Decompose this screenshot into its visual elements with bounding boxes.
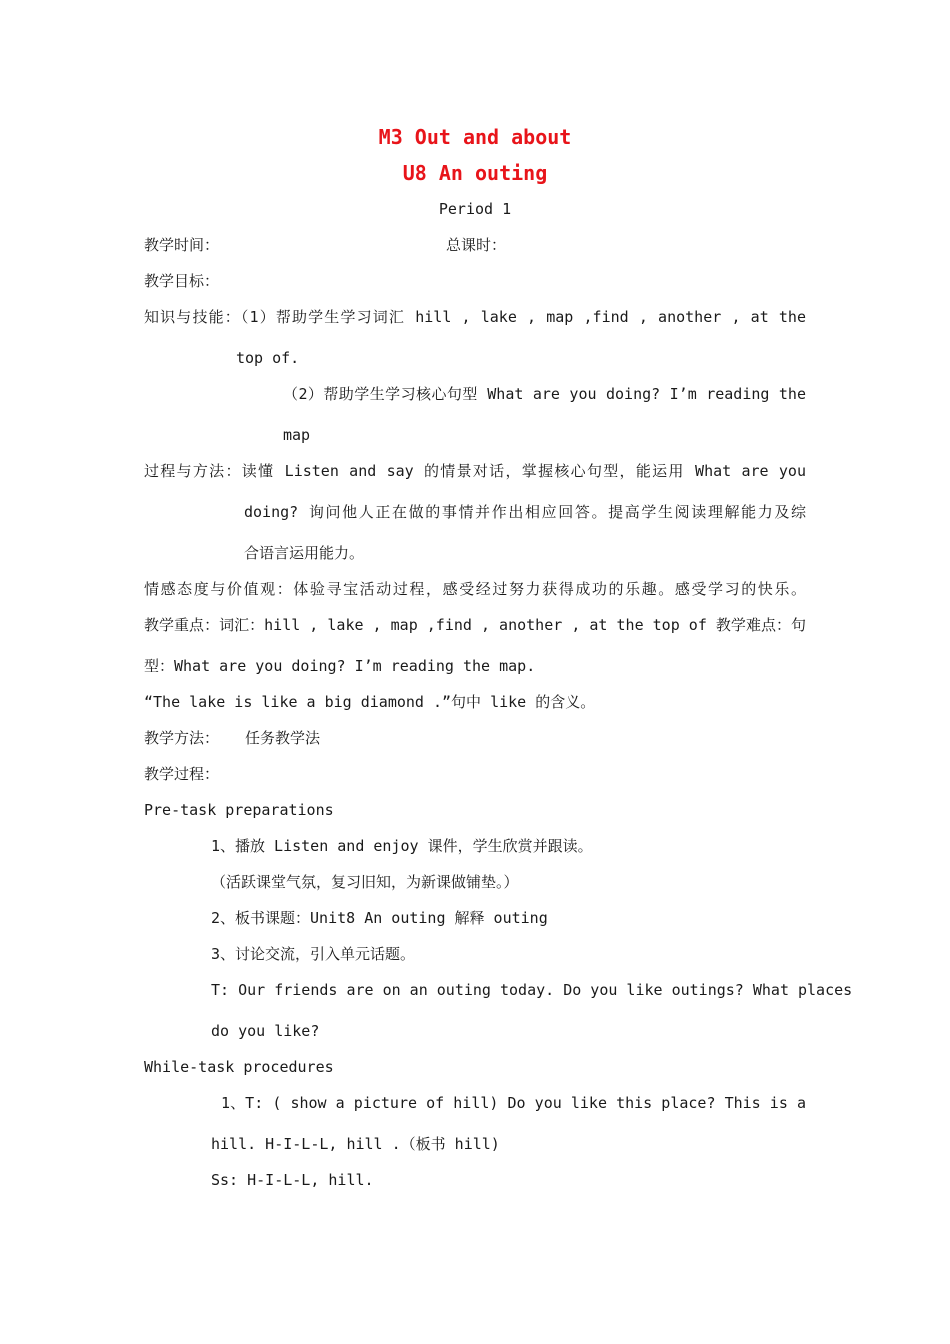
key-points-line-3: “The lake is like a big diamond .”句中 like 的含义。 [144,693,596,711]
teacher-line-2: do you like? [211,1022,320,1040]
teaching-time-label: 教学时间： [144,236,220,254]
knowledge-skills-line-3: （2）帮助学生学习核心句型 What are you doing? I’m reading the [283,385,806,403]
module-title: M3 Out and about [378,125,572,149]
unit-title: U8 An outing [402,161,548,185]
while-task-step-1-line-2: hill. H-I-L-L, hill .（板书 hill) [211,1135,500,1153]
teaching-method-value: 任务教学法 [245,729,321,747]
pre-task-step-1: 1、播放 Listen and enjoy 课件，学生欣赏并跟读。 [211,837,593,855]
key-points-line-2: 型：What are you doing? I’m reading the map. [144,657,536,675]
while-task-heading: While-task procedures [144,1058,334,1076]
objectives-label: 教学目标： [144,272,220,290]
knowledge-skills-line-2: top of. [236,349,300,367]
knowledge-skills-line-1: 知识与技能：（1）帮助学生学习词汇 hill , lake , map ,find , another , at the [144,308,806,326]
process-method-line-1: 过程与方法：读懂 Listen and say 的情景对话，掌握核心句型，能运用 What are you [144,462,806,480]
pre-task-step-2: 2、板书课题：Unit8 An outing 解释 outing [211,909,548,927]
pre-task-step-1-note: （活跃课堂气氛，复习旧知，为新课做铺垫。） [211,873,519,891]
key-points-line-1: 教学重点：词汇：hill , lake , map ,find , another , at the top of 教学难点：句 [144,616,806,634]
total-lessons-label: 总课时： [446,236,507,254]
process-method-line-3: 合语言运用能力。 [244,544,365,562]
period-label: Period 1 [438,200,512,218]
students-response-line: Ss: H-I-L-L, hill. [211,1171,374,1189]
process-method-line-2: doing? 询问他人正在做的事情并作出相应回答。提高学生阅读理解能力及综 [244,503,806,521]
teaching-process-label: 教学过程： [144,765,220,783]
while-task-step-1-line-1: 1、T: ( show a picture of hill) Do you like this place? This is a [221,1094,806,1112]
knowledge-skills-line-4: map [283,426,311,444]
teaching-method-label: 教学方法： [144,729,220,747]
teacher-line-1: T: Our friends are on an outing today. Do you like outings? What places [211,981,853,999]
pre-task-heading: Pre-task preparations [144,801,334,819]
emotion-values-line: 情感态度与价值观：体验寻宝活动过程，感受经过努力获得成功的乐趣。感受学习的快乐。 [144,580,806,598]
pre-task-step-3: 3、讨论交流，引入单元话题。 [211,945,416,963]
